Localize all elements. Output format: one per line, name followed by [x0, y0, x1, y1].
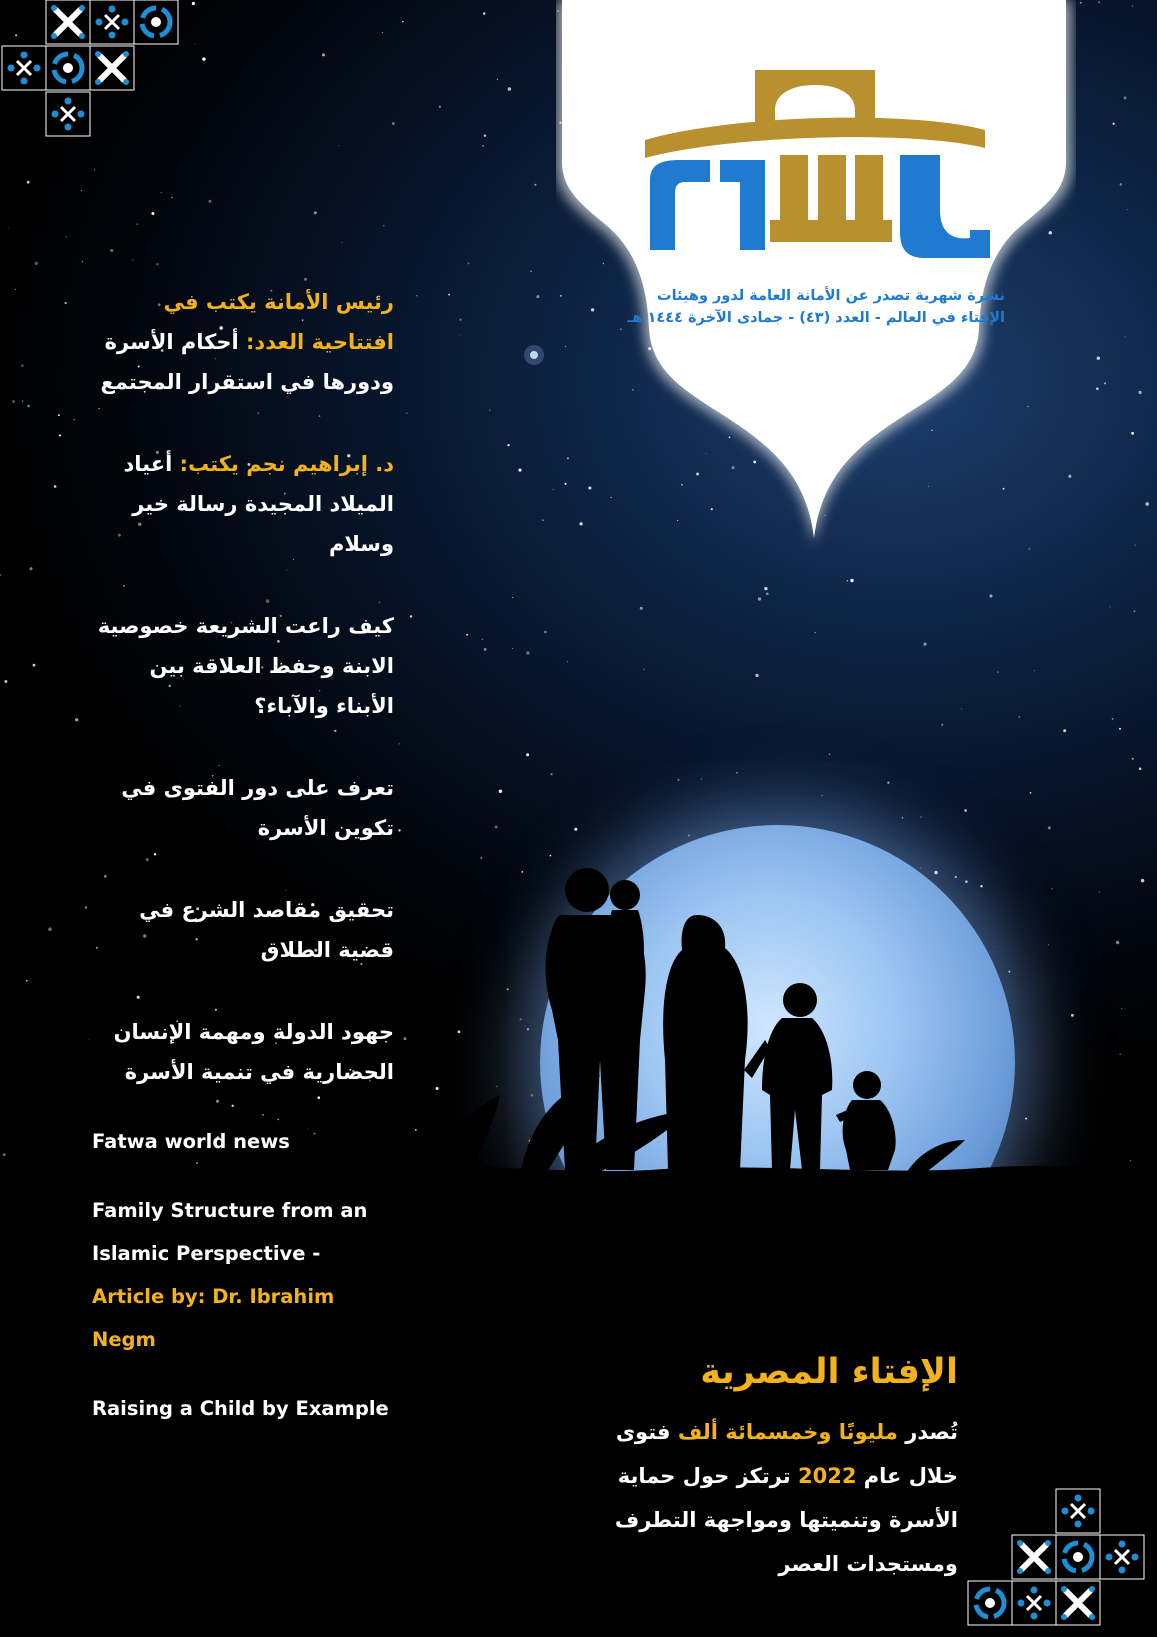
- cross-tile-icon: [90, 46, 134, 90]
- cover-headline[interactable]: [560, 1348, 958, 1586]
- headline-text: تُصدر: [897, 1420, 958, 1444]
- decorative-tiles-bottom: [960, 1485, 1157, 1637]
- headline-year: 2022: [798, 1464, 857, 1488]
- cross-tile-icon: [1012, 1535, 1056, 1579]
- star-tile-icon: [2, 46, 46, 90]
- toc-item-english[interactable]: [92, 1387, 394, 1430]
- masthead-subtitle: [600, 285, 1005, 329]
- toc-item-highlight: Article by: Dr. Ibrahim Negm: [92, 1285, 335, 1351]
- headline-text: فتوى خلال عام: [615, 1420, 958, 1488]
- headline-text: ترتكز حول حماية الأسرة وتنميتها ومواجهة التطرف ومستجدات العصر: [614, 1464, 958, 1576]
- spiral-tile-icon: [968, 1581, 1012, 1625]
- toc-item-text: جهود الدولة ومهمة الإنسان الحضارية في تنمية الأسرة: [113, 1020, 394, 1084]
- toc-item-text: أحكام الأسرة ودورها في استقرار المجتمع: [100, 330, 394, 394]
- star-tile-icon: [46, 92, 90, 136]
- toc-item[interactable]: [92, 606, 394, 726]
- star-tile-icon: [90, 0, 134, 44]
- table-of-contents: [92, 282, 394, 1456]
- toc-item-highlight: رئيس الأمانة يكتب في افتتاحية العدد:: [163, 290, 394, 354]
- toc-item-text: كيف راعت الشريعة خصوصية الابنة وحفظ العلاقة بين الأبناء والآباء؟: [97, 614, 394, 718]
- toc-item-text: Family Structure from an Islamic Perspective -: [92, 1199, 368, 1265]
- star-tile-icon: [1056, 1489, 1100, 1533]
- headline-body: [560, 1410, 958, 1586]
- toc-item-text: أعياد الميلاد المجيدة رسالة خير وسلام: [123, 452, 394, 556]
- cross-tile-icon: [46, 0, 90, 44]
- toc-item[interactable]: [92, 444, 394, 564]
- subtitle-line-1: نشرة شهرية تصدر عن الأمانة العامة لدور وهيئات: [657, 288, 1005, 304]
- toc-item-english[interactable]: [92, 1120, 394, 1163]
- magazine-logo: [640, 60, 1000, 275]
- headline-highlight: مليونًا وخمسمائة ألف: [677, 1420, 898, 1444]
- toc-item-text: تحقيق مقاصد الشرع في قضية الطلاق: [139, 898, 394, 962]
- toc-item-text: Raising a Child by Example: [92, 1397, 389, 1420]
- toc-item-english[interactable]: [92, 1189, 394, 1361]
- toc-item-text: تعرف على دور الفتوى في تكوين الأسرة: [121, 776, 394, 840]
- toc-item-text: Fatwa world news: [92, 1130, 290, 1153]
- cross-tile-icon: [1056, 1581, 1100, 1625]
- star-tile-icon: [1012, 1581, 1056, 1625]
- headline-title: الإفتاء المصرية: [700, 1352, 958, 1392]
- toc-item[interactable]: [92, 768, 394, 848]
- subtitle-line-2: الإفتاء في العالم - العدد (٤٣) - جمادى الآخرة ١٤٤٤ هـ: [627, 310, 1005, 326]
- star-tile-icon: [1100, 1535, 1144, 1579]
- toc-item[interactable]: [92, 890, 394, 970]
- decorative-tiles-top: [0, 0, 190, 140]
- spiral-tile-icon: [134, 0, 178, 44]
- spiral-tile-icon: [1056, 1535, 1100, 1579]
- toc-item[interactable]: [92, 282, 394, 402]
- toc-item[interactable]: [92, 1012, 394, 1092]
- toc-item-highlight: د. إبراهيم نجم يكتب:: [179, 452, 394, 476]
- spiral-tile-icon: [46, 46, 90, 90]
